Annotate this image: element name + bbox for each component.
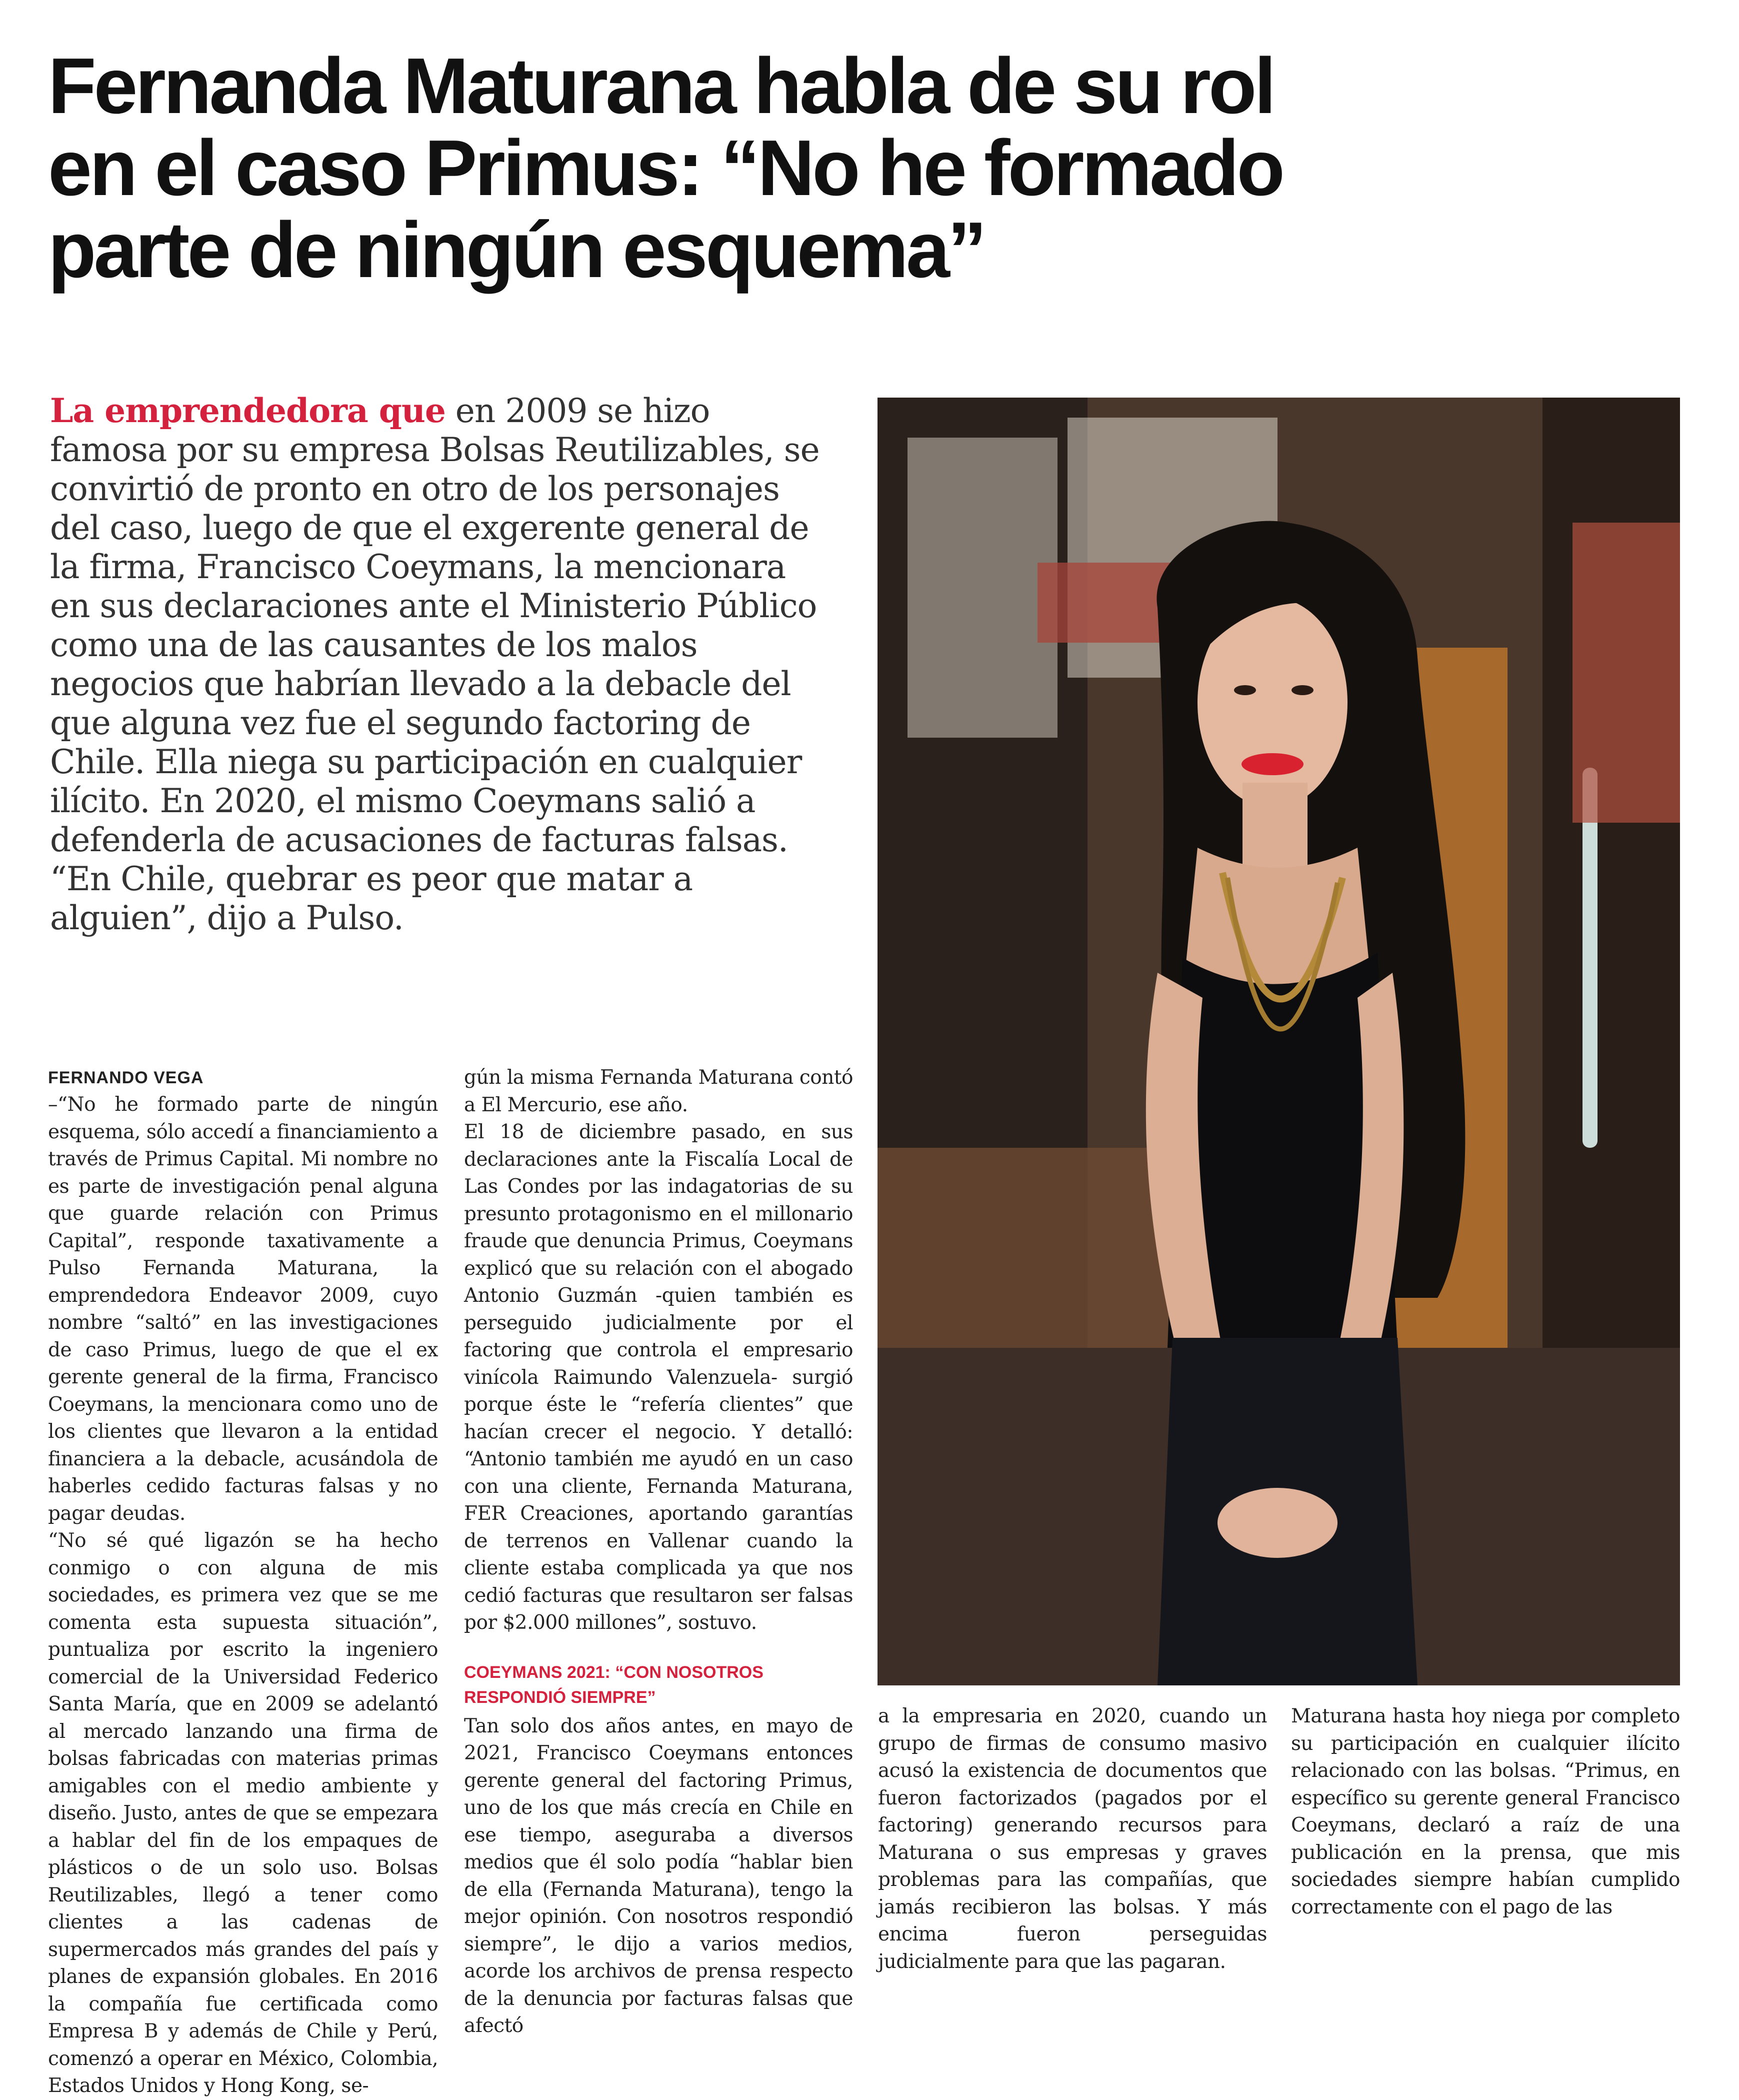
paragraph: “No sé qué ligazón se ha hecho conmigo o con alguna de mis sociedades, es primera vez que se me comenta esta supuesta situación”, puntualiza por escrito la ingeniero comercial de la Universidad Federico Santa María, que en 2009 se adelantó al mercado lanzando una firma de bolsas fabricadas con materias primas amigables con el medio ambiente y diseño. Justo, antes de que se empezara a hablar del fin de los empaques de plásticos o de un solo uso. Bolsas Reutilizables, llegó a tener como clientes a las cadenas de supermercados más grandes del país y planes de expansión globales. En 2016 la compañía fue certificada como Empresa B y además de Chile y Perú, comenzó a operar en México, Colombia, Estados Unidos y Hong Kong, se- — [48, 1529, 438, 2097]
paragraph: Tan solo dos años antes, en mayo de 2021, Francisco Coeymans entonces gerente general del factoring Primus, uno de los que más crecía en Chile en ese tiempo, aseguraba a diversos medios que él solo podía “hablar bien de ella (Fernanda Maturana), tengo la mejor opinión. Con nosotros respondió siempre”, le dijo a varios medios, acorde los archivos de prensa respecto de la denuncia por facturas falsas que afectó — [464, 1714, 853, 2037]
article-column-1 — [48, 1064, 438, 2100]
portrait-photo — [878, 398, 1680, 1685]
article-column-3 — [878, 1703, 1267, 1975]
article-column-2 — [464, 1064, 853, 2040]
paragraph: a la empresaria en 2020, cuando un grupo de firmas de consumo masivo acusó la existencia de documentos que fueron factorizados (pagados por el factoring) generando recursos para Maturana o sus empresas y graves problemas para las compañías, que jamás recibieron las bolsas. Y más encima fueron perseguidas judicialmente para que las pagaran. — [878, 1705, 1267, 1973]
portrait-illustration — [878, 398, 1680, 1685]
section-subhead: COEYMANS 2021: “CON NOSOTROS RESPONDIÓ SIEMPRE” — [464, 1662, 764, 1707]
headline: Fernanda Maturana habla de su rol en el caso Primus: “No he formado parte de ningún esquema” — [48, 42, 1282, 294]
paragraph: gún la misma Fernanda Maturana contó a El Mercurio, ese año. — [464, 1066, 853, 1116]
lede-text: en 2009 se hizo famosa por su empresa Bolsas Reutilizables, se convirtió de pronto en otro de los personajes del caso, luego de que el exgerente general de la firma, Francisco Coeymans, la mencionara en sus declaraciones ante el Ministerio Público como una de las causantes de los malos negocios que habrían llevado a la debacle del que alguna vez fue el segundo factoring de Chile. Ella niega su participación en cualquier ilícito. En 2020, el mismo Coeymans salió a defenderla de acusaciones de facturas falsas. “En Chile, quebrar es peor que matar a alguien”, dijo a Pulso. — [50, 392, 820, 937]
paragraph: Maturana hasta hoy niega por completo su participación en cualquier ilícito relacionado con las bolsas. “Primus, en específico su gerente general Francisco Coeymans, declaró a raíz de una publicación en la prensa, que mis sociedades siempre habían cumplido correctamente con el pago de las — [1291, 1705, 1680, 1918]
lede — [50, 391, 830, 938]
byline: FERNANDO VEGA — [48, 1068, 204, 1087]
lede-lead-in: La emprendedora que — [50, 391, 446, 430]
paragraph: –“No he formado parte de ningún esquema, sólo accedí a financiamiento a través de Primus Capital. Mi nombre no es parte de investigación penal alguna que guarde relación con Primus Capital”, responde taxativamente a Pulso Fernanda Maturana, la emprendedora Endeavor 2009, cuyo nombre “saltó” en las investigaciones de caso Primus, luego de que el ex gerente general de la firma, Francisco Coeymans, la mencionara como uno de los clientes que llevaron a la entidad financiera a la debacle, acusándola de haberles cedido facturas falsas y no pagar deudas. — [48, 1093, 438, 1525]
paragraph: El 18 de diciembre pasado, en sus declaraciones ante la Fiscalía Local de Las Condes por las indagatorias de su presunto protagonismo en el millonario fraude que denuncia Primus, Coeymans explicó que su relación con el abogado Antonio Guzmán -quien también es perseguido judicialmente por el factoring que controla el empresario vinícola Raimundo Valenzuela- surgió porque éste le “refería clientes” que hacían crecer el negocio. Y detalló: “Antonio también me ayudó en un caso con una cliente, Fernanda Maturana, FER Creaciones, aportando garantías de terrenos en Vallenar cuando la cliente estaba complicada ya que nos cedió facturas que resultaron ser falsas por $2.000 millones”, sostuvo. — [464, 1121, 853, 1634]
article-column-4 — [1291, 1703, 1680, 1921]
